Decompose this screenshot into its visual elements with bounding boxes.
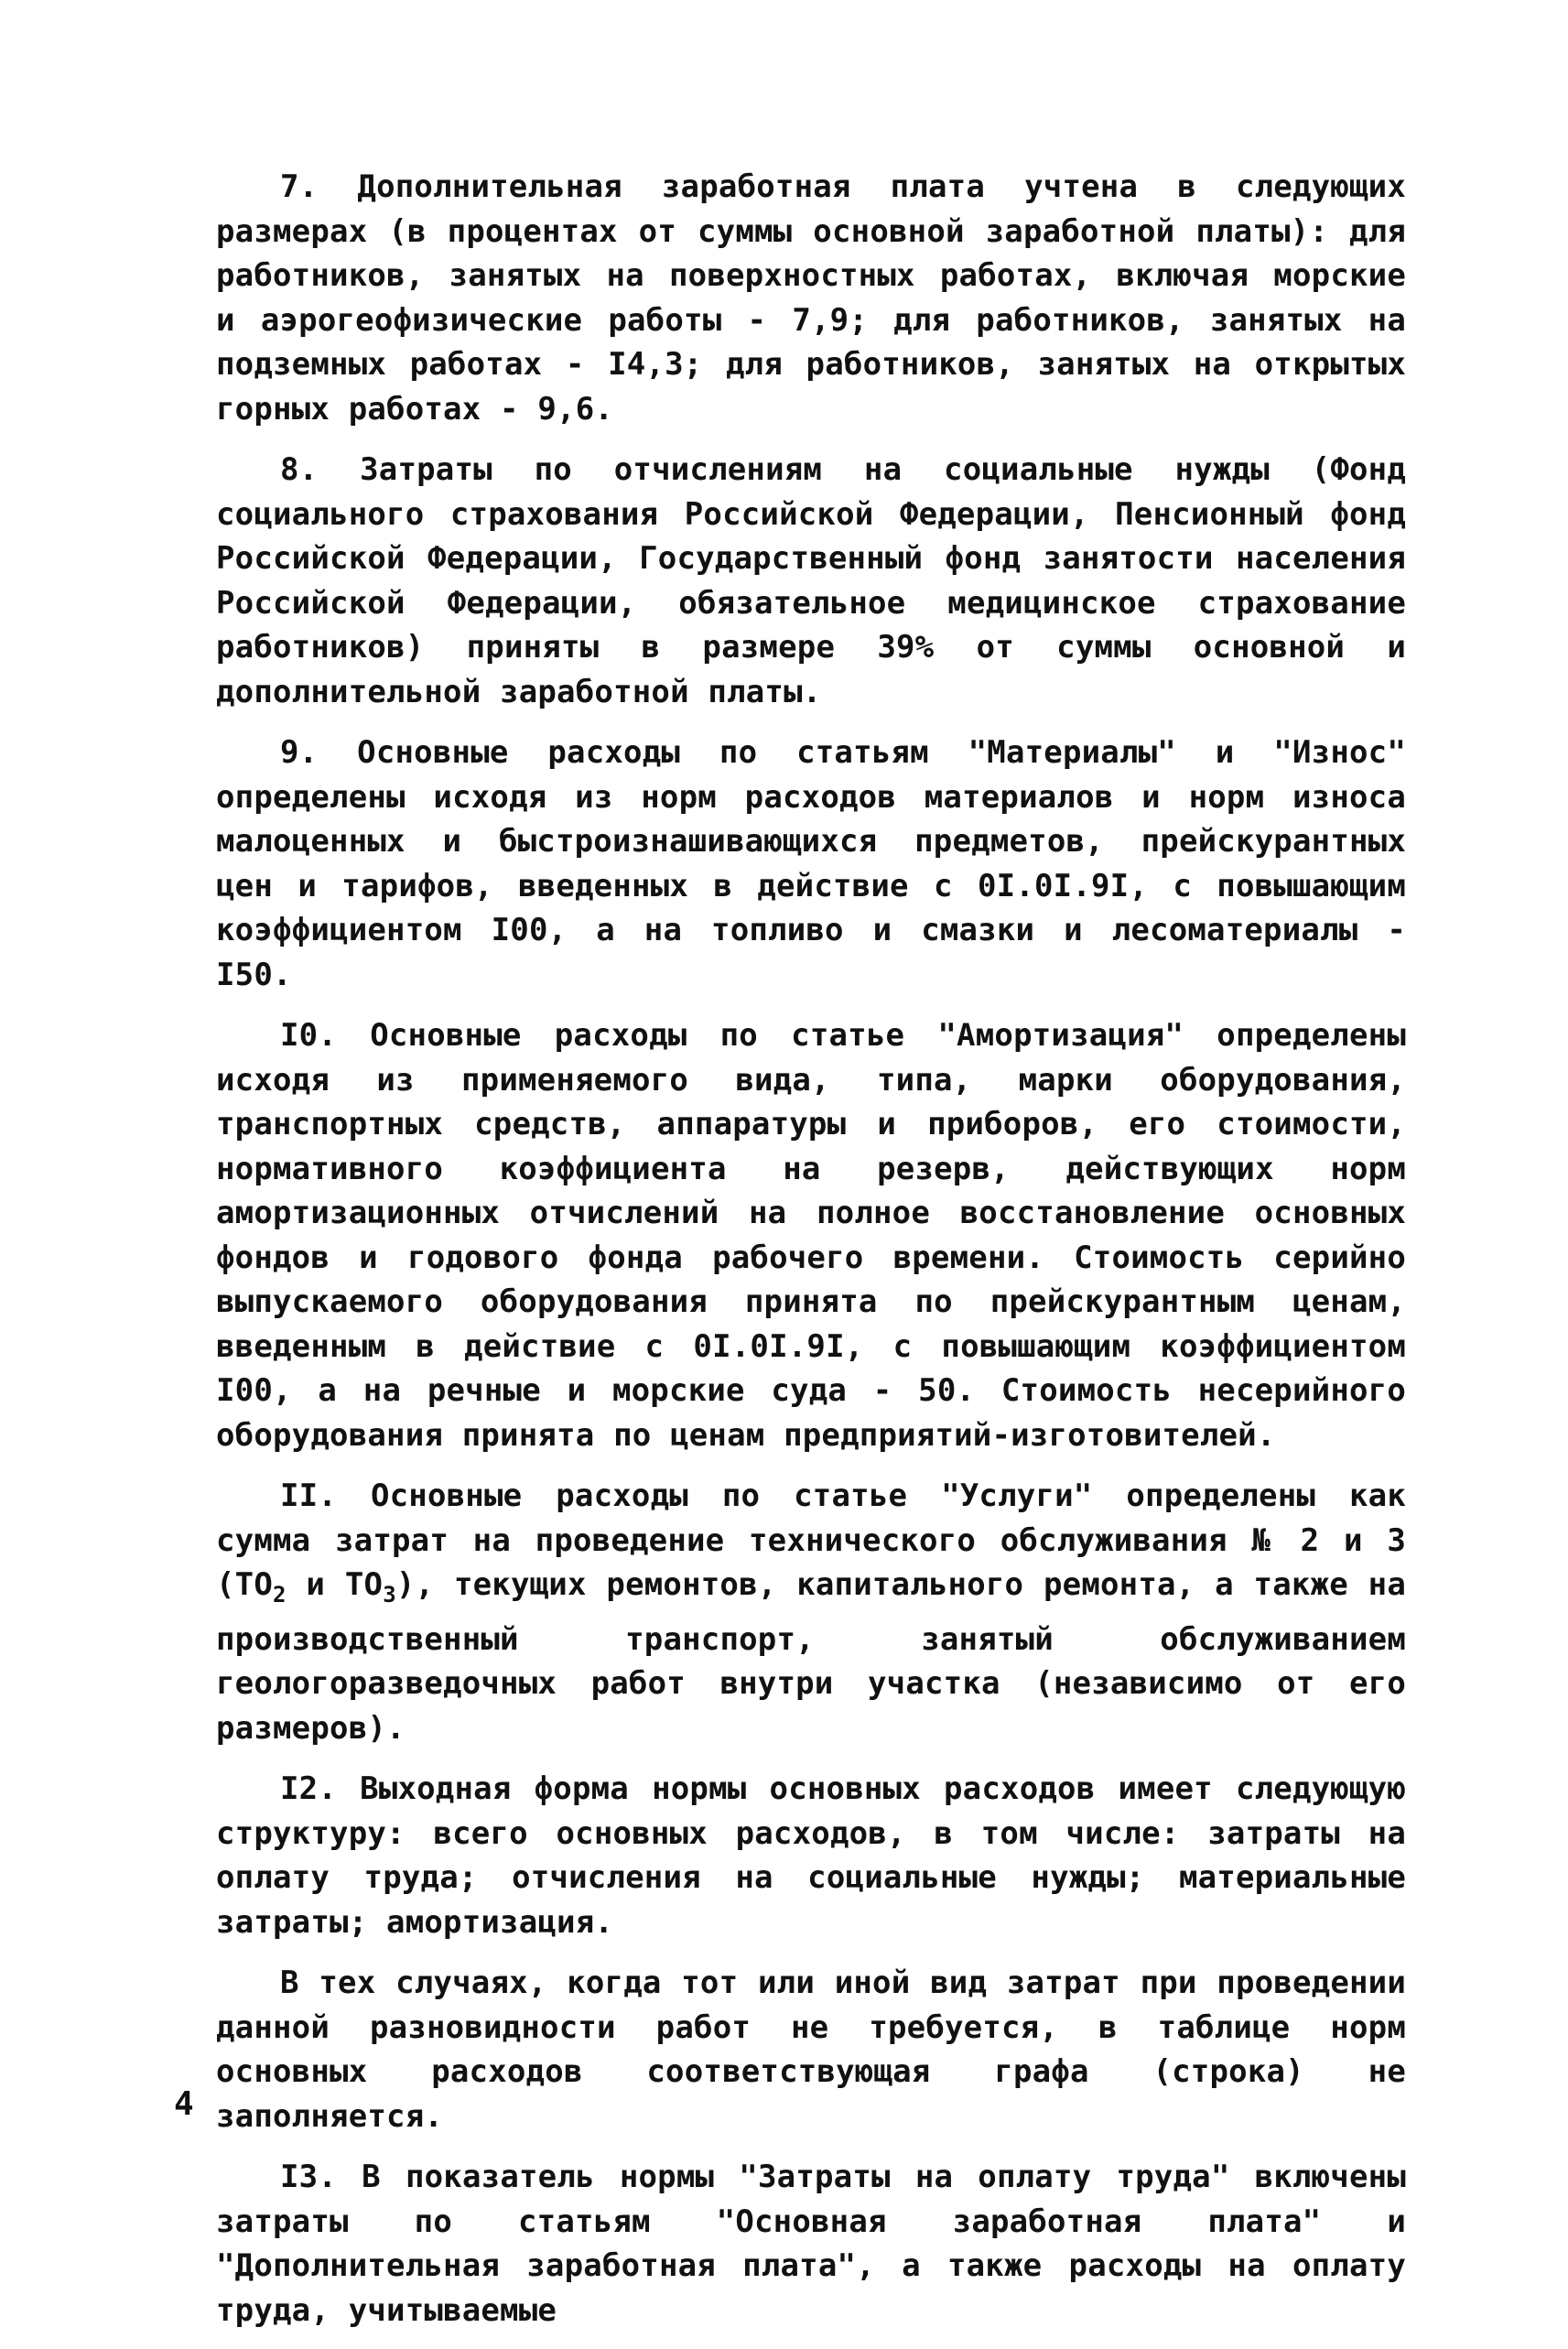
- document-body: [216, 165, 1406, 2349]
- paragraph-9: 9. Основные расходы по статьям "Материалы" и "Износ" определены исходя из норм расходов материалов и норм износа малоценных и быстроизнашивающихся предметов, прейскурантных цен и тарифов, введенных в действие с 0I.0I.9I, с повышающим коэффициентом I00, а на топливо и смазки и лесоматериалы - I50.: [216, 734, 1406, 993]
- paragraph-11-text-b: и ТО: [286, 1566, 384, 1603]
- paragraph-11-text-a: II. Основные расходы по статье "Услуги" определены как сумма затрат на проведение технического обслуживания № 2 и 3 (ТО: [216, 1478, 1406, 1603]
- paragraph-7: 7. Дополнительная заработная плата учтена в следующих размерах (в процентах от суммы основной заработной платы): для работников, занятых на поверхностных работах, включая морские и аэрогеофизические работы - 7,9; для работников, занятых на подземных работах - I4,3; для работников, занятых на открытых горных работах - 9,6.: [216, 168, 1406, 428]
- paragraph-11: [216, 1474, 1406, 1750]
- paragraph-8: 8. Затраты по отчислениям на социальные нужды (Фонд социального страхования Российской Федерации, Пенсионный фонд Российской Федерации, Государственный фонд занятости населения Российской Федерации, обязательное медицинское страхование работников) приняты в размере 39% от суммы основной и дополнительной заработной платы.: [216, 451, 1406, 710]
- paragraph-11-text-c: ), текущих ремонтов, капитального ремонта, а также на производственный транспорт, занятый обслуживанием геологоразведочных работ внутри участка (независимо от его размеров).: [216, 1566, 1406, 1747]
- page-number: 4: [174, 2085, 194, 2123]
- paragraph-12: I2. Выходная форма нормы основных расходов имеет следующую структуру: всего основных расходов, в том числе: затраты на оплату труда; отчисления на социальные нужды; материальные затраты; амортизация.: [216, 1770, 1406, 1941]
- paragraph-13: I3. В показатель нормы "Затраты на оплату труда" включены затраты по статьям "Основная заработная плата" и "Дополнительная заработная плата", а также расходы на оплату труда, учитываемые: [216, 2159, 1406, 2329]
- paragraph-12-note: В тех случаях, когда тот или иной вид затрат при проведении данной разновидности работ не требуется, в таблице норм основных расходов соответствующая графа (строка) не заполняется.: [216, 1965, 1406, 2135]
- paragraph-10: I0. Основные расходы по статье "Амортизация" определены исходя из применяемого вида, типа, марки оборудования, транспортных средств, аппаратуры и приборов, его стоимости, нормативного коэффициента на резерв, действующих норм амортизационных отчислений на полное восстановление основных фондов и годового фонда рабочего времени. Стоимость серийно выпускаемого оборудования принята по прейскурантным ценам, введенным в действие с 0I.0I.9I, с повышающим коэффициентом I00, а на речные и морские суда - 50. Стоимость несерийного оборудования принята по ценам предприятий-изготовителей.: [216, 1017, 1406, 1454]
- subscript-to-2: 2: [273, 1582, 287, 1607]
- subscript-to-3: 3: [383, 1582, 396, 1607]
